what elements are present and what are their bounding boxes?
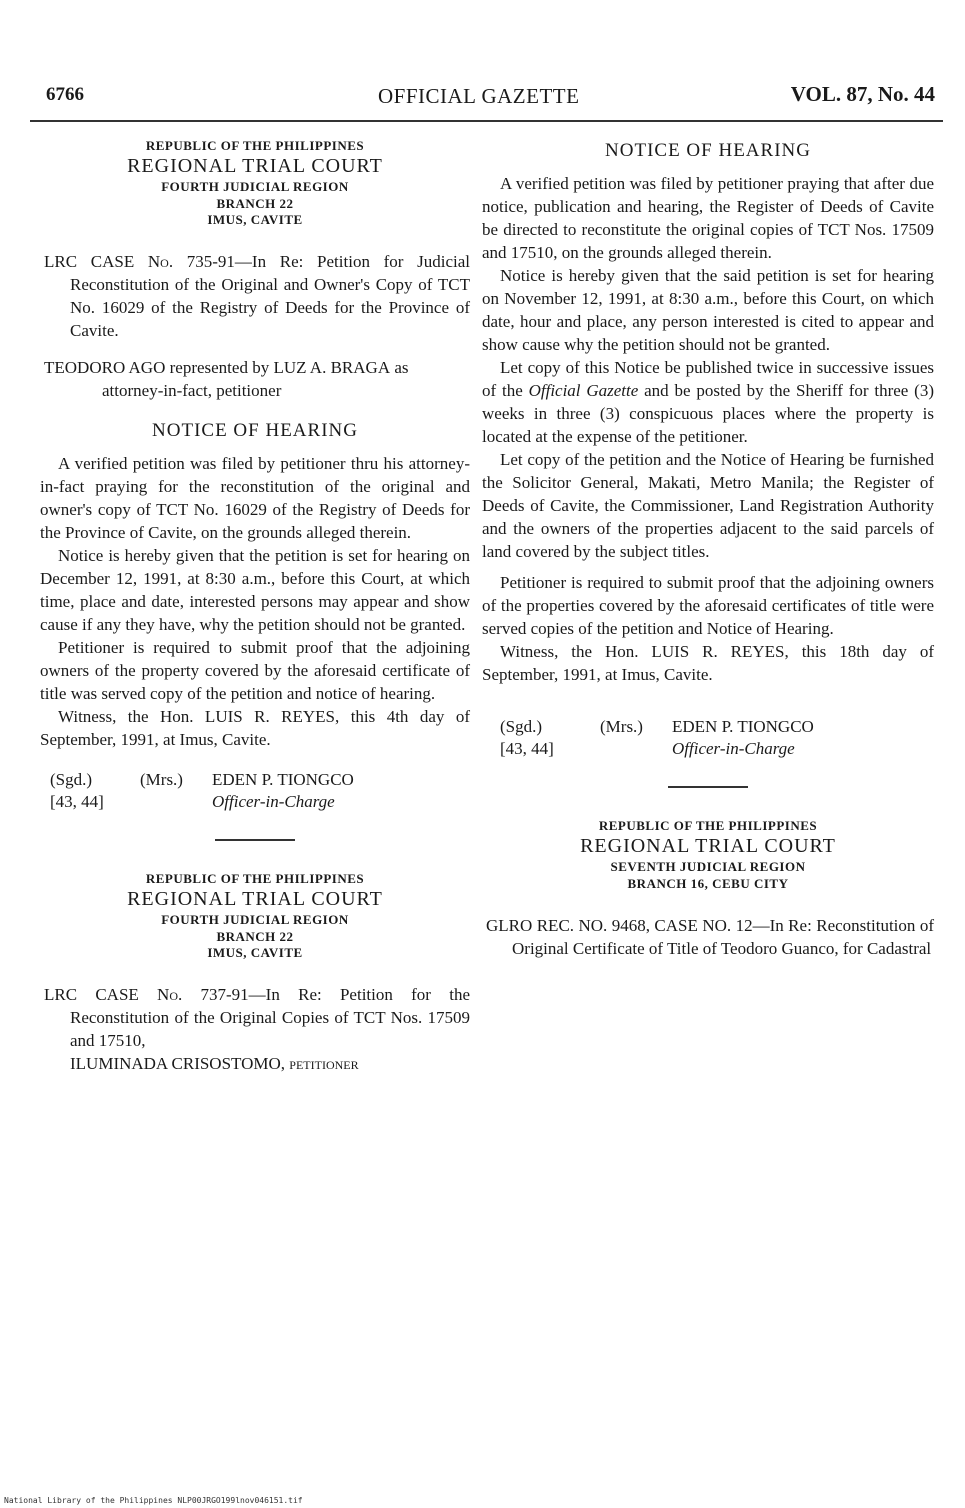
case-caption bbox=[40, 983, 470, 1075]
party-line bbox=[40, 356, 470, 402]
notice-paragraph: Petitioner is required to submit proof that the adjoining owners of the property covered by the aforesaid certificate of title was served copy of the petition and notice of hearing. bbox=[40, 638, 470, 703]
court-heading bbox=[40, 138, 470, 228]
issue-reference: [43, 44] bbox=[500, 739, 554, 758]
section-divider bbox=[668, 786, 748, 788]
notice-paragraph bbox=[482, 356, 934, 448]
court-line-branch: BRANCH 22 bbox=[216, 195, 294, 211]
signer-role: Officer-in-Charge bbox=[212, 792, 335, 811]
party-connector: represented by bbox=[165, 358, 274, 377]
party-role: as attorney-in-fact, petitioner bbox=[102, 358, 409, 400]
page-header bbox=[0, 80, 965, 120]
court-heading bbox=[482, 818, 934, 892]
signature-block bbox=[482, 716, 934, 760]
court-line-location: IMUS, CAVITE bbox=[207, 211, 303, 227]
signer-title: (Mrs.) bbox=[600, 717, 643, 736]
court-line-republic: REPUBLIC OF THE PHILIPPINES bbox=[145, 138, 365, 153]
court-line-name: REGIONAL TRIAL COURT bbox=[127, 888, 383, 911]
notice-paragraph: Petitioner is required to submit proof that the adjoining owners of the properties covered by the aforesaid certificates of title were served copies of the petition and Notice of Hearing. bbox=[482, 573, 934, 638]
court-line-branch: BRANCH 16, CEBU CITY bbox=[627, 875, 789, 891]
case-description: —In Re: Petition for Judicial Reconstitution of the Original and Owner's Copy of TCT No. 16029 of the Registry of Deeds for the Province of Cavite. bbox=[70, 252, 471, 340]
publication-text: Let copy of this Notice be published twice in successive issues of the bbox=[482, 358, 934, 400]
signed-mark: (Sgd.) bbox=[50, 770, 93, 789]
notice-paragraph: Witness, the Hon. LUIS R. REYES, this 18th day of September, 1991, at Imus, Cavite. bbox=[482, 642, 934, 684]
court-line-region: FOURTH JUDICIAL REGION bbox=[161, 912, 349, 928]
case-description: —In Re: Reconstitution of Original Certificate of Title of Teodoro Guanco, for Cadastral bbox=[512, 915, 935, 958]
right-column bbox=[482, 138, 934, 974]
notice-paragraph: Let copy of the petition and the Notice of Hearing be furnished the Solicitor General, Makati, Metro Manila; the Register of Deeds of Cavite, the Commissioner, Land Registration Authority and the owners of the properties adjacent to the said parcels of land covered by the subject titles. bbox=[482, 450, 934, 561]
case-description: —In Re: Petition for the Reconstitution of the Original Copies of TCT Nos. 17509 and 17510, bbox=[70, 985, 470, 1050]
court-line-name: REGIONAL TRIAL COURT bbox=[580, 835, 836, 858]
left-column bbox=[40, 138, 470, 1089]
court-line-republic: REPUBLIC OF THE PHILIPPINES bbox=[598, 818, 818, 833]
gazette-title: OFFICIAL GAZETTE bbox=[378, 84, 580, 108]
issue-reference: [43, 44] bbox=[50, 792, 104, 811]
court-line-region: SEVENTH JUDICIAL REGION bbox=[610, 859, 806, 875]
section-divider bbox=[215, 839, 295, 841]
signer-title: (Mrs.) bbox=[140, 770, 183, 789]
notice-heading: NOTICE OF HEARING bbox=[152, 420, 358, 441]
signer-name: EDEN P. TIONGCO bbox=[212, 770, 354, 789]
party-representative: LUZ A. BRAGA bbox=[273, 358, 391, 377]
publication-text-rest: and be posted by the Sheriff for three (3) weeks in three (3) conspicuous places where the property is located at the expense of the petitioner. bbox=[482, 381, 935, 446]
notice-paragraph: A verified petition was filed by petitioner thru his attorney-in-fact praying for the reconstitution of the original and owner's copy of TCT No. 16029 of the Registry of Deeds for the Province of Cavite, on the grounds alleged therein. bbox=[40, 454, 470, 542]
notice-paragraph: Witness, the Hon. LUIS R. REYES, this 4th day of September, 1991, at Imus, Cavite. bbox=[40, 707, 470, 749]
signed-mark: (Sgd.) bbox=[500, 717, 543, 736]
case-number: LRC CASE No. 735-91 bbox=[44, 252, 235, 271]
court-line-republic: REPUBLIC OF THE PHILIPPINES bbox=[145, 871, 365, 886]
gazette-name: Official Gazette bbox=[528, 381, 639, 400]
signature-block bbox=[40, 769, 470, 813]
signer-role: Officer-in-Charge bbox=[672, 739, 795, 758]
case-caption bbox=[40, 250, 470, 342]
party-name: TEODORO AGO bbox=[44, 358, 166, 377]
court-line-location: IMUS, CAVITE bbox=[207, 944, 303, 960]
header-rule bbox=[30, 120, 943, 122]
signer-name: EDEN P. TIONGCO bbox=[672, 717, 814, 736]
case-number: LRC CASE No. 737-91 bbox=[44, 985, 249, 1004]
court-line-name: REGIONAL TRIAL COURT bbox=[127, 155, 383, 178]
scan-footer: National Library of the Philippines NLP00JRGO199lnov046151.tif bbox=[4, 1496, 303, 1505]
notice-paragraph: A verified petition was filed by petitioner praying that after due notice, publication and hearing, the Register of Deeds of Cavite be directed to reconstitute the original copies of TCT Nos. 17509 and 17510, on the grounds alleged therein. bbox=[482, 174, 934, 262]
page-number: 6766 bbox=[46, 84, 84, 105]
court-line-branch: BRANCH 22 bbox=[216, 928, 294, 944]
case-number: GLRO REC. NO. 9468, CASE NO. 12 bbox=[486, 915, 753, 935]
court-heading bbox=[40, 871, 470, 961]
court-line-region: FOURTH JUDICIAL REGION bbox=[161, 179, 349, 195]
case-caption bbox=[482, 914, 934, 960]
volume-issue: VOL. 87, No. 44 bbox=[790, 82, 935, 106]
party-line: ILUMINADA CRISOSTOMO, petitioner bbox=[70, 1054, 359, 1073]
notice-paragraph: Notice is hereby given that the said petition is set for hearing on November 12, 1991, at 8:30 a.m., before this Court, on which date, hour and place, any person interested is cited to appear and show cause why the petition should not be granted. bbox=[482, 266, 934, 354]
notice-heading: NOTICE OF HEARING bbox=[605, 140, 811, 161]
notice-paragraph: Notice is hereby given that the petition is set for hearing on December 12, 1991, at 8:30 a.m., before this Court, at which time, place and date, interested persons may appear and show cause if any they have, why the petition should not be granted. bbox=[40, 546, 470, 634]
